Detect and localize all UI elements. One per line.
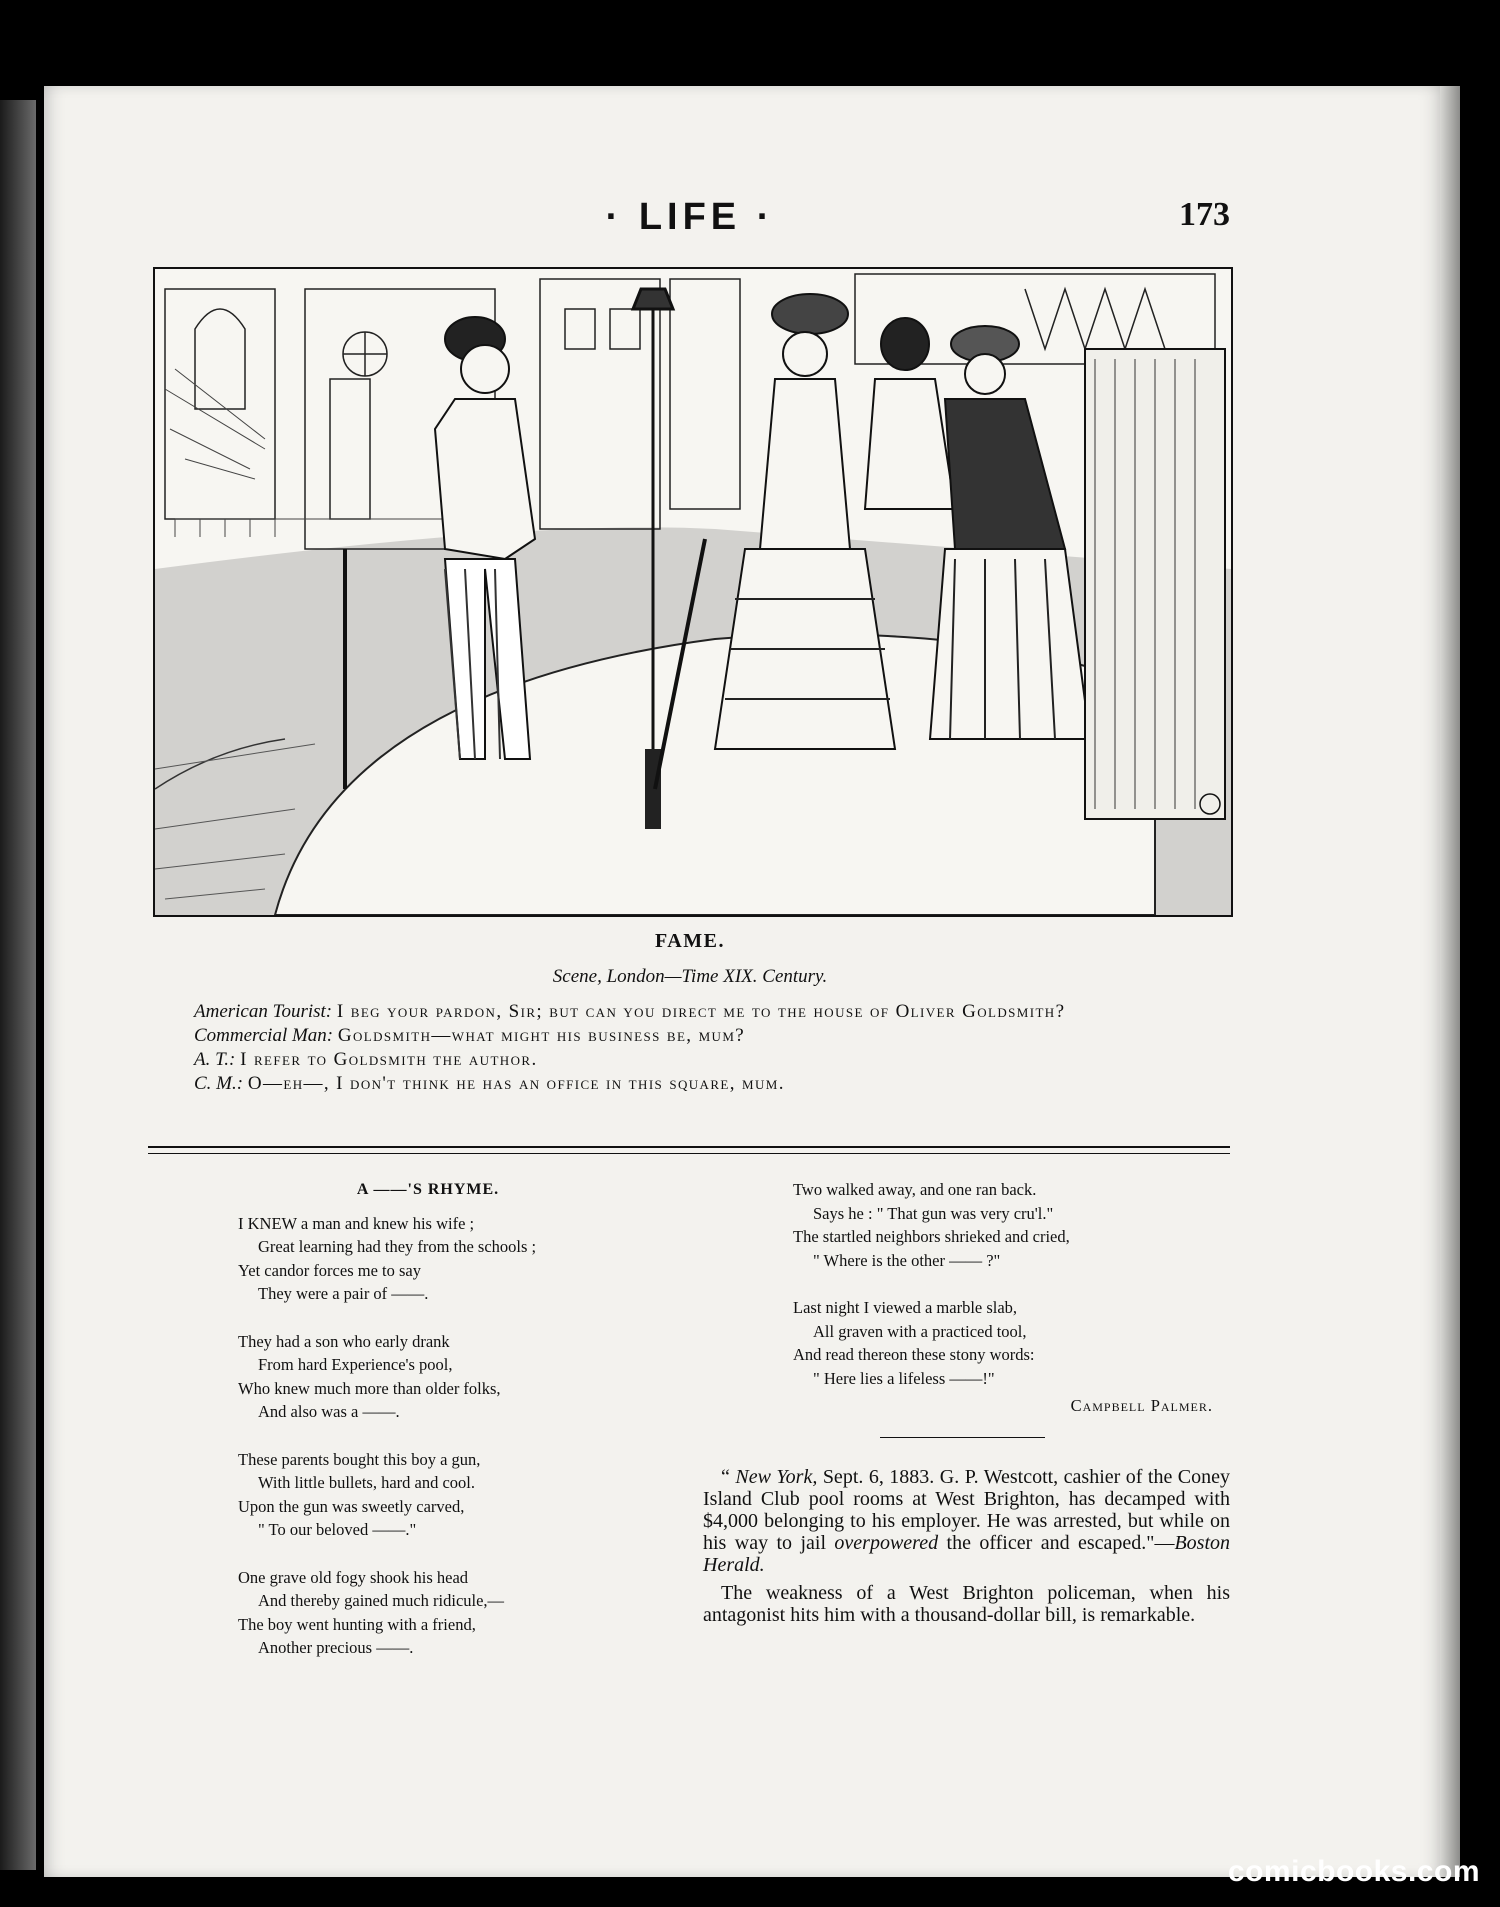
poem-line: The boy went hunting with a friend, <box>238 1614 476 1634</box>
poem-line: Upon the gun was sweetly carved, <box>238 1496 465 1516</box>
poem-line: All graven with a practiced tool, <box>813 1321 1027 1341</box>
dialogue-line <box>150 1072 1230 1096</box>
poem-line: Says he : " That gun was very cru'l." <box>813 1203 1054 1223</box>
short-divider <box>880 1437 1045 1438</box>
poem-stanza <box>793 1296 1213 1390</box>
poem-line: One grave old fogy shook his head <box>238 1567 469 1587</box>
news-source: Boston Herald. <box>703 1532 1230 1576</box>
poem-stanza <box>238 1212 658 1306</box>
dialogue-speech: Goldsmith—what might his business be, mum? <box>337 1025 746 1046</box>
facing-page-edge <box>0 100 36 1870</box>
news-emphasis: overpowered <box>834 1532 939 1554</box>
poem-line: " Where is the other —— ?" <box>813 1250 1001 1270</box>
poem-line: They were a pair of ——. <box>258 1284 429 1304</box>
poem-column-left <box>238 1178 658 1683</box>
poem-stanza <box>238 1448 658 1542</box>
poem-line: These parents bought this boy a gun, <box>238 1449 481 1469</box>
poem-line: And also was a ——. <box>258 1402 400 1422</box>
poem-line: And thereby gained much ridicule,— <box>258 1591 505 1611</box>
cartoon-illustration <box>153 267 1233 917</box>
poem-line: " To our beloved ——." <box>258 1520 417 1540</box>
poem-stanza <box>238 1330 658 1424</box>
poem-line: Who knew much more than older folks, <box>238 1378 501 1398</box>
poem-line: Two walked away, and one ran back. <box>793 1180 1037 1199</box>
engraving-scene <box>155 269 1231 915</box>
dialogue-speech: I refer to Goldsmith the author. <box>240 1049 538 1070</box>
dialogue-speech: I beg your pardon, Sir; but can you direct me to the house of Oliver Goldsmith? <box>336 1001 1066 1022</box>
cartoon-scene: Scene, London—Time XIX. Century. <box>552 966 828 987</box>
dialogue-line <box>150 1000 1230 1024</box>
magazine-title: · LIFE · <box>605 196 775 238</box>
poem-line: The startled neighbors shrieked and cried, <box>793 1227 1070 1247</box>
news-place: New York, <box>735 1466 818 1488</box>
poem-line: " Here lies a lifeless ——!" <box>813 1368 995 1388</box>
poem-line: Another precious ——. <box>258 1638 414 1658</box>
poem-line: With little bullets, hard and cool. <box>258 1473 475 1493</box>
poem-line: From hard Experience's pool, <box>258 1355 453 1375</box>
poem-title: A ——'S RHYME. <box>356 1181 500 1198</box>
dialogue-speaker: C. M.: <box>194 1073 244 1094</box>
dialogue-line <box>150 1024 1230 1048</box>
poem-line: Last night I viewed a marble slab, <box>793 1297 1018 1317</box>
cartoon-dialogue <box>150 1000 1230 1096</box>
news-quote: “ New York, Sept. 6, 1883. G. P. Westcott, cashier of the Coney Island Club pool rooms at West Brighton, has decamped with $4,000 belonging to his employer. He was arrested, but while on his way to jail overpowered the officer and escaped."—Boston Herald. <box>703 1466 1230 1576</box>
dialogue-line <box>150 1048 1230 1072</box>
watermark: comicbooks.com <box>1227 1855 1480 1888</box>
poem-stanza <box>238 1566 658 1660</box>
poem-line: Great learning had they from the schools ; <box>258 1237 537 1257</box>
page-header <box>150 196 1230 246</box>
page-number: 173 <box>1179 196 1230 233</box>
section-divider <box>148 1146 1230 1154</box>
poem-line: And read thereon these stony words: <box>793 1345 1035 1365</box>
news-comment: The weakness of a West Brighton policeman, when his antagonist hits him with a thousand-dollar bill, is remarkable. <box>703 1582 1230 1626</box>
news-text: Sept. 6, 1883. G. P. Westcott, cashier of the Coney Island Club pool rooms at West Brighton, has decamped with $4,000 belonging to his employer. He was arrested, but while on his way to jail <box>703 1466 1230 1554</box>
dialogue-speaker: Commercial Man: <box>194 1025 334 1046</box>
dialogue-speaker: A. T.: <box>194 1049 236 1070</box>
page-gutter-shadow <box>1440 86 1460 1877</box>
dialogue-speaker: American Tourist: <box>194 1001 333 1022</box>
poem-line: I KNEW a man and knew his wife ; <box>238 1213 475 1233</box>
cartoon-title: FAME. <box>655 930 725 952</box>
dialogue-speech: O—eh—, I don't think he has an office in this square, mum. <box>247 1073 785 1094</box>
poem-line: They had a son who early drank <box>238 1331 450 1351</box>
poem-stanza <box>793 1178 1213 1272</box>
news-item <box>703 1466 1230 1632</box>
poem-author: Campbell Palmer. <box>1070 1396 1213 1416</box>
news-text: the officer and escaped."— <box>938 1532 1175 1554</box>
poem-column-right <box>793 1178 1213 1418</box>
poem-line: Yet candor forces me to say <box>238 1260 421 1280</box>
